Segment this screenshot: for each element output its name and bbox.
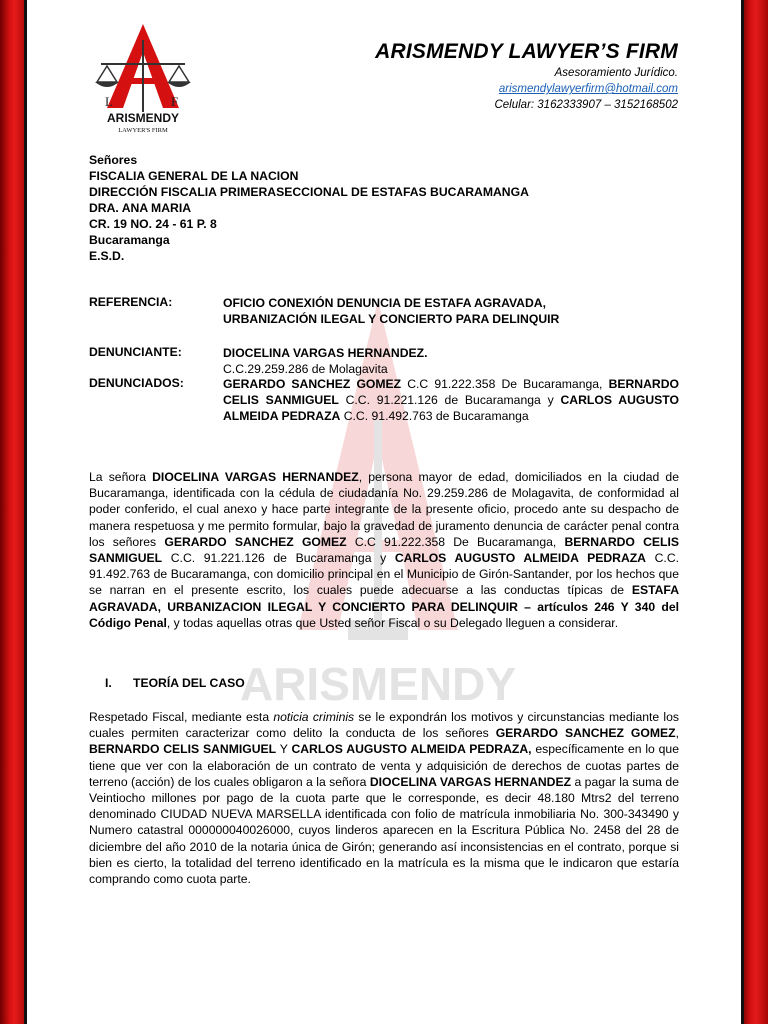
body-text: se le expondrán los motivos y circunstancias mediante los cuales permiten caracterizar como delito la conducta de los señores	[89, 710, 680, 741]
intro-bold: CARLOS AUGUSTO ALMEIDA PEDRAZA	[394, 551, 646, 566]
intro-text: C.C. 91.492.763 de Bucaramanga, con domicilio principal en el Municipio de Girón-Santander, por los hechos que se narran en el presente escrito, los cuales puede adecuarse a las conductas típicas de	[89, 551, 680, 598]
addressee-line: CR. 19 NO. 24 - 61 P. 8	[89, 217, 217, 231]
intro-text: , persona mayor de edad, domiciliados en la ciudad de Bucaramanga, identificada con la cédula de ciudadanía No. 29.259.286 de Molagavita, de conformidad al poder conferido, el cual anexo y hace parte integrante de la presente oficio, procedo ante su despacho de manera respetuosa y me permito formular, bajo la gravedad de juramento denuncia de carácter penal contra los señores	[89, 470, 679, 549]
accused-name-1: GERARDO SANCHEZ GOMEZ	[223, 377, 402, 391]
body-text: específicamente en lo que tiene que ver con la elaboración de un contrato de venta y adquisición de derechos de cuotas partes de terreno (acción) de los cuales obligaron a la señora	[89, 742, 679, 789]
logo-letter-f: F	[171, 94, 179, 109]
intro-text: C.C 91.222.358 De Bucaramanga,	[346, 534, 565, 549]
body-bold: DIOCELINA VARGAS HERNANDEZ	[369, 774, 572, 789]
firm-phone: Celular: 3162333907 – 3152168502	[494, 99, 678, 111]
left-border-bar	[0, 0, 27, 1024]
right-border-bar	[741, 0, 768, 1024]
reference-line-1: OFICIO CONEXIÓN DENUNCIA DE ESTAFA AGRAVADA,	[223, 296, 546, 310]
logo-letter-l: L	[105, 94, 113, 109]
addressee-line: Bucaramanga	[89, 233, 170, 247]
body-text: ,	[675, 726, 679, 741]
firm-email-link[interactable]: arismendylawyerfirm@hotmail.com	[498, 83, 678, 95]
intro-paragraph	[89, 469, 679, 631]
accused-id-3: C.C. 91.492.763 de Bucaramanga	[340, 409, 529, 423]
section-title: TEORÍA DEL CASO	[133, 676, 245, 690]
section-heading	[105, 676, 245, 690]
intro-bold: ESTAFA AGRAVADA, URBANIZACION ILEGAL Y CONCIERTO PARA DELINQUIR – artículos 246 Y 340 del Código Penal	[89, 583, 679, 630]
intro-bold: BERNARDO CELIS SANMIGUEL	[89, 534, 679, 566]
accused-name-3: CARLOS AUGUSTO ALMEIDA PEDRAZA	[223, 393, 679, 423]
accused-value	[223, 376, 679, 424]
logo-text: ARISMENDY	[106, 111, 180, 125]
firm-name: ARISMENDY LAWYER’S FIRM	[375, 40, 678, 63]
body-paragraph	[89, 709, 679, 887]
addressee-line: FISCALIA GENERAL DE LA NACION	[89, 169, 299, 183]
addressee-line: DRA. ANA MARIA	[89, 201, 192, 215]
intro-text: La señora	[89, 470, 153, 484]
complainant-name: DIOCELINA VARGAS HERNANDEZ.	[223, 346, 428, 360]
body-text: Respetado Fiscal, mediante esta	[89, 710, 274, 724]
addressee-line: E.S.D.	[89, 249, 125, 263]
intro-bold: DIOCELINA VARGAS HERNANDEZ	[152, 470, 359, 484]
body-text: a pagar la suma de Veintiocho millones por pago de la cuota parte que le corresponde, es decir 48.180 Mtrs2 del terreno denominado CIUDAD NUEVA MARSELLA identificada con folio de matrícula inmobiliaria No. 300-343490 y Numero catastral 000000040026000, cuyos linderos aparecen en la Escritura Pública No. 2458 del 28 de diciembre del año 2010 de la notaria única de Girón; generando así inconsistencias en el contrato, porque si bien es cierto, la totalidad del terreno identificado en la matrícula es la misma que le indicaron que estaría comprando como cuota parte.	[89, 774, 679, 887]
addressee-block	[89, 152, 529, 264]
body-bold: BERNARDO CELIS SANMIGUEL	[89, 742, 277, 757]
accused-name-2: BERNARDO CELIS SANMIGUEL	[223, 377, 679, 407]
reference-label: REFERENCIA:	[89, 295, 173, 309]
intro-bold: GERARDO SANCHEZ GOMEZ	[164, 534, 347, 549]
complainant-id: C.C.29.259.286 de Molagavita	[223, 362, 388, 376]
reference-line-2: URBANIZACIÓN ILEGAL Y CONCIERTO PARA DELINQUIR	[223, 312, 560, 326]
addressee-line: DIRECCIÓN FISCALIA PRIMERASECCIONAL DE ESTAFAS BUCARAMANGA	[89, 185, 529, 199]
accused-id-1: C.C 91.222.358 De Bucaramanga,	[401, 377, 603, 391]
section-number: I.	[105, 676, 112, 690]
intro-text: C.C. 91.221.126 de Bucaramanga y	[162, 551, 395, 566]
body-bold: GERARDO SANCHEZ GOMEZ	[495, 726, 676, 741]
watermark-text: ARISMENDY	[239, 658, 517, 710]
body-text: Y	[276, 742, 292, 757]
firm-logo	[93, 22, 193, 134]
logo-subtext: LAWYER'S FIRM	[118, 127, 168, 134]
reference-value	[223, 295, 679, 327]
addressee-line: Señores	[89, 153, 138, 167]
firm-header	[375, 40, 678, 112]
body-bold: CARLOS AUGUSTO ALMEIDA PEDRAZA,	[291, 742, 532, 757]
complainant-value	[223, 345, 679, 377]
firm-subtitle: Asesoramiento Jurídico.	[554, 67, 678, 79]
accused-id-2: C.C. 91.221.126 de Bucaramanga y	[338, 393, 554, 407]
body-italic: noticia criminis	[273, 710, 355, 724]
accused-label: DENUNCIADOS:	[89, 376, 184, 390]
complainant-label: DENUNCIANTE:	[89, 345, 182, 359]
intro-text: , y todas aquellas otras que Usted señor Fiscal o su Delegado lleguen a considerar.	[166, 615, 619, 630]
